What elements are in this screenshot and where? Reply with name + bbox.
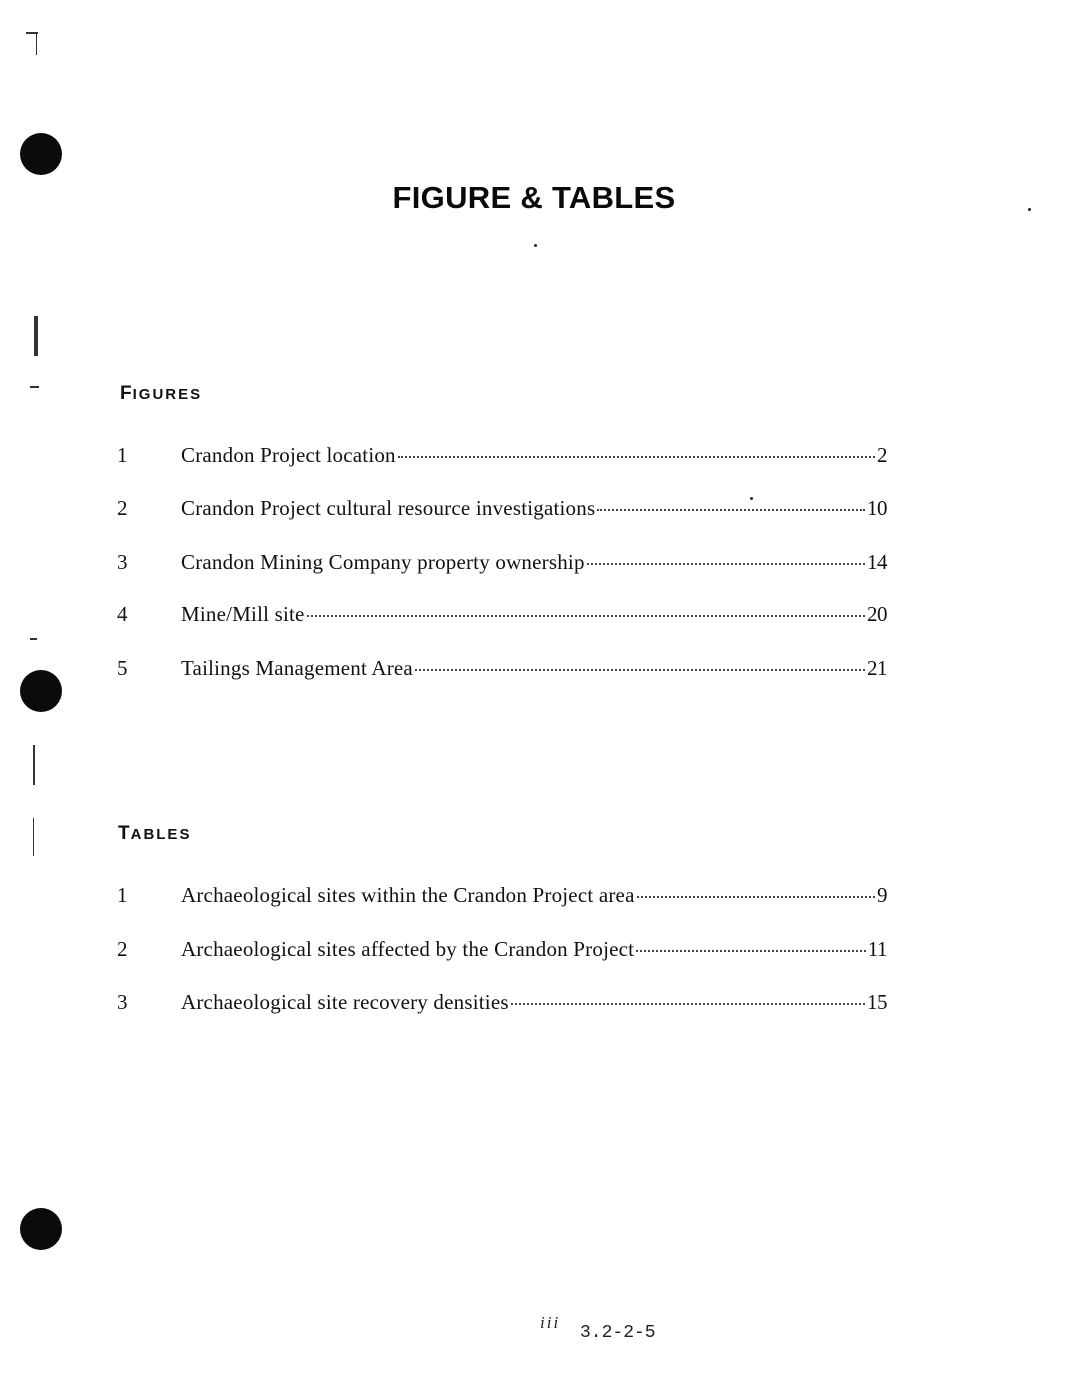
punch-hole-middle xyxy=(20,670,62,712)
entry-number: 4 xyxy=(117,602,128,626)
footer-page-number: iii xyxy=(540,1313,561,1332)
figure-entry xyxy=(117,443,887,471)
scan-edge-mark xyxy=(33,745,35,785)
dot-leader xyxy=(415,668,865,671)
tables-heading xyxy=(118,823,191,845)
scan-speck xyxy=(534,244,537,247)
figure-entry xyxy=(117,656,887,684)
scan-edge-mark xyxy=(30,638,37,640)
entry-page: 21 xyxy=(867,656,887,680)
entry-number: 3 xyxy=(117,550,128,574)
figures-heading-rest: IGURES xyxy=(132,386,203,403)
entry-title: Crandon Mining Company property ownership xyxy=(181,550,585,574)
entry-page: 9 xyxy=(877,883,887,907)
dot-leader xyxy=(511,1002,865,1005)
figures-heading xyxy=(120,383,202,405)
entry-page: 11 xyxy=(867,937,887,961)
entry-number: 2 xyxy=(117,937,128,961)
entry-number: 1 xyxy=(117,443,128,467)
entry-number: 1 xyxy=(117,883,128,907)
entry-page: 10 xyxy=(867,496,887,520)
punch-hole-top xyxy=(20,133,62,175)
figures-heading-initial: F xyxy=(120,383,133,404)
figure-entry xyxy=(117,550,887,578)
entry-page: 15 xyxy=(867,990,887,1014)
entry-page: 14 xyxy=(867,550,887,574)
entry-page: 2 xyxy=(877,443,887,467)
figure-entry xyxy=(117,496,887,524)
entry-number: 3 xyxy=(117,990,128,1014)
entry-title: Crandon Project cultural resource investigations xyxy=(181,496,596,520)
table-entry xyxy=(117,937,887,965)
entry-title: Archaeological sites within the Crandon Project area xyxy=(181,883,635,907)
footer-document-number: 3.2-2-5 xyxy=(580,1323,656,1343)
scan-edge-mark xyxy=(33,818,34,856)
figure-entry xyxy=(117,602,887,630)
entry-number: 2 xyxy=(117,496,128,520)
dot-leader xyxy=(597,508,865,511)
scan-edge-mark xyxy=(34,316,38,356)
dot-leader xyxy=(636,949,866,952)
entry-title: Archaeological site recovery densities xyxy=(181,990,509,1014)
table-entry xyxy=(117,990,887,1018)
page-title: FIGURE & TABLES xyxy=(392,180,676,215)
entry-title: Crandon Project location xyxy=(181,443,396,467)
tables-heading-initial: T xyxy=(118,823,131,844)
dot-leader xyxy=(398,455,875,458)
entry-title: Tailings Management Area xyxy=(181,656,413,680)
entry-title: Archaeological sites affected by the Crandon Project xyxy=(181,937,635,961)
scan-edge-mark xyxy=(36,33,37,55)
punch-hole-bottom xyxy=(20,1208,62,1250)
entry-page: 20 xyxy=(867,602,887,626)
entry-number: 5 xyxy=(117,656,128,680)
tables-heading-rest: ABLES xyxy=(130,826,192,843)
dot-leader xyxy=(307,614,865,617)
scan-edge-mark xyxy=(30,386,39,388)
dot-leader xyxy=(637,895,875,898)
table-entry xyxy=(117,883,887,911)
dot-leader xyxy=(587,562,865,565)
entry-title: Mine/Mill site xyxy=(181,602,305,626)
